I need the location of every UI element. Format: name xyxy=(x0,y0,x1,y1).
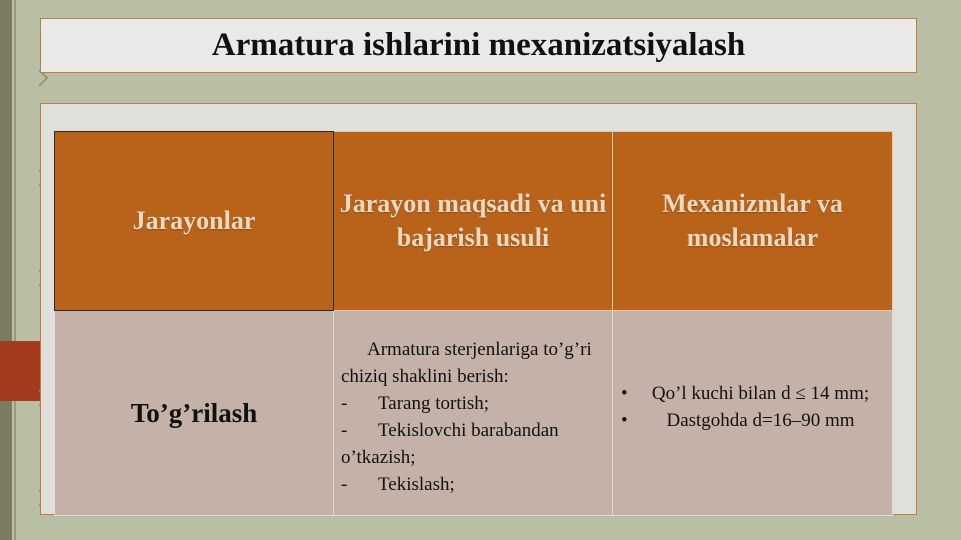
header-purpose: Jarayon maqsadi va uni bajarish usuli xyxy=(334,132,613,311)
dash-marker: - xyxy=(341,474,348,495)
dash-marker: - xyxy=(341,420,348,441)
process-table xyxy=(54,131,893,516)
bullet-marker: • xyxy=(621,383,628,404)
purpose-item-text: Tekislovchi barabandan o’tkazish; xyxy=(341,420,559,468)
left-rail xyxy=(0,0,12,540)
header-mechanisms: Mexanizmlar va moslamalar xyxy=(613,132,893,311)
mechanisms-cell xyxy=(613,311,893,516)
table-header-row xyxy=(55,132,893,311)
mechanisms-list xyxy=(619,380,886,434)
purpose-item xyxy=(341,390,606,417)
purpose-item xyxy=(341,417,606,471)
bullet-marker: • xyxy=(621,410,628,431)
mechanism-text: Qo’l kuchi bilan d ≤ 14 mm; xyxy=(651,383,870,404)
process-cell: To’g’rilash xyxy=(55,311,334,516)
list-item xyxy=(619,380,886,407)
left-rail-line xyxy=(14,0,16,540)
purpose-lead: Armatura sterjenlariga to’g’ri chiziq shaklini berish: xyxy=(341,339,592,387)
mechanism-text: Dastgohda d=16–90 mm xyxy=(666,410,855,431)
table-row xyxy=(55,311,893,516)
purpose-cell xyxy=(334,311,613,516)
slide-title: Armatura ishlarini mexanizatsiyalash xyxy=(211,27,746,63)
title-box xyxy=(40,18,917,73)
list-item xyxy=(619,407,886,434)
purpose-item xyxy=(341,471,606,498)
dash-marker: - xyxy=(341,393,348,414)
purpose-item-text: Tarang tortish; xyxy=(378,393,490,414)
header-processes: Jarayonlar xyxy=(55,132,334,311)
purpose-item-text: Tekislash; xyxy=(378,474,455,495)
